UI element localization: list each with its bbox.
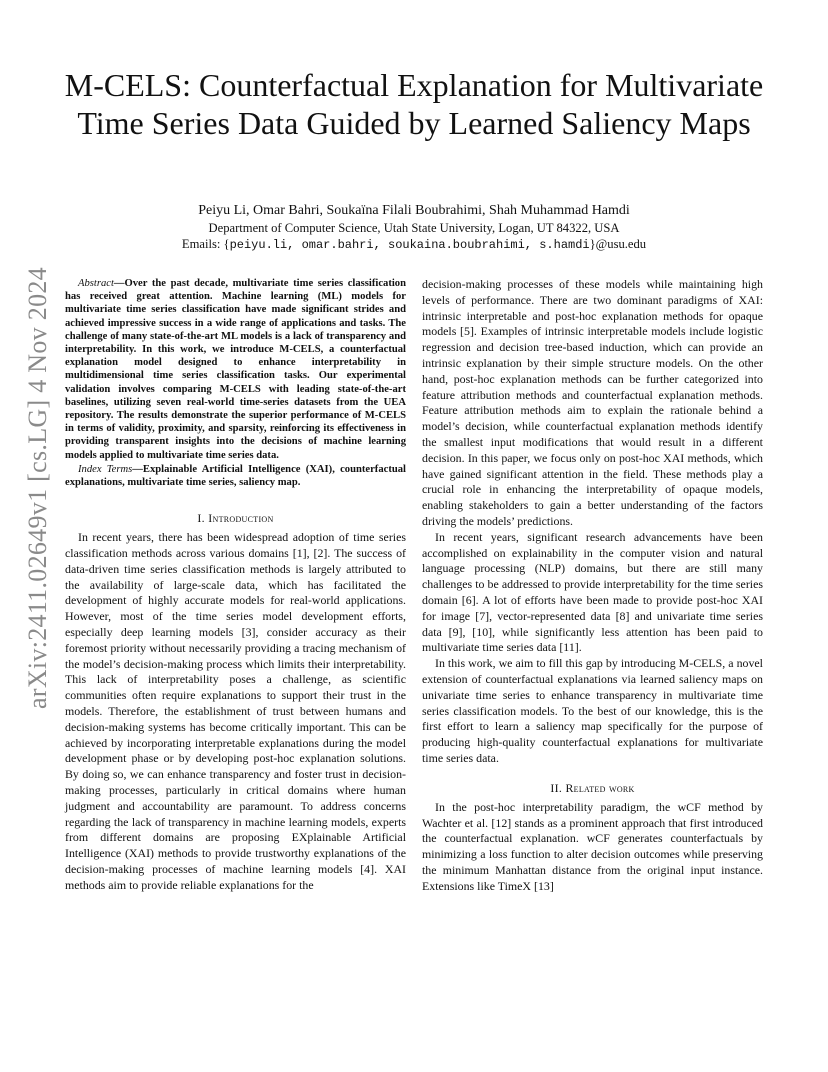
body-paragraph: In the post-hoc interpretability paradigm, the wCF method by Wachter et al. [12] stands as a prominent approach that first introduced the counterfactual explanation. wCF generates counterfactuals by minimizing a loss function to alter decision outcomes while preserving the minimum Manhattan distance from the original input instance. Extensions like TimeX [13] <box>422 799 763 893</box>
paper-title: M-CELS: Counterfactual Explanation for Multivariate Time Series Data Guided by Learned Saliency Maps <box>64 67 764 141</box>
abstract-label: Abstract <box>78 278 114 289</box>
body-paragraph: In recent years, there has been widespread adoption of time series classification methods across various domains [1], [2]. The success of data-driven time series classification methods is largely attributed to the availability of large-scale data, which has facilitated the development of highly accurate models for real-world applications. However, most of the time series model development efforts, especially deep learning models [3], consider accuracy as their foremost priority without necessarily providing a tracing mechanism of the model’s decision-making process which limits their interpretability. This lack of interpretability poses a challenge, as scientific communities often require explanations to support their trust in the models. Therefore, the establishment of trust between humans and decision-making systems has become critically important. This can be achieved by incorporating interpretable explanations during the model development phase or by developing post-hoc explanation solutions. By doing so, we can enhance transparency and foster trust in decision-making processes, particularly in critical domains where human judgment and accountability are paramount. To address concerns regarding the lack of transparency in machine learning models, experts from different domains are proposing EXplainable Artificial Intelligence (XAI) methods to provide trustworthy explanations of the decision-making processes of machine learning models [4]. XAI methods aim to provide reliable explanations for the <box>65 530 406 892</box>
section-number: I. <box>197 511 209 526</box>
arxiv-identifier-text: arXiv:2411.02649v1 [cs.LG] 4 Nov 2024 <box>23 267 52 709</box>
section-title: Related work <box>565 780 635 795</box>
emails-open-brace: { <box>223 237 230 251</box>
body-paragraph: In recent years, significant research advancements have been accomplished on explainability in the computer vision and natural language processing (NLP) domains, but there are still many challenges to be addressed to provide interpretability for the time series domain [6]. A lot of efforts have been made to provide post-hoc XAI for image [7], vector-represented data [8] and univariate time series data [9], [10], while significantly less attention has been paid to multivariate time series data [11]. <box>422 529 763 655</box>
section-heading-introduction <box>65 511 406 526</box>
index-terms <box>65 463 406 489</box>
emails-close-brace: } <box>589 237 596 251</box>
body-paragraph: In this work, we aim to fill this gap by introducing M-CELS, a novel extension of counterfactual explanations via learned saliency maps on univariate time series to enhance transparency in multivariate time series classification models. To the best of our knowledge, this is the first effort to learn a saliency map specifically for the purpose of producing high-quality counterfactual explanations for multivariate time series data. <box>422 656 763 765</box>
body-paragraph: decision-making processes of these models while maintaining high levels of performance. There are two dominant paradigms of XAI: intrinsic interpretable and post-hoc explanation methods for opaque models [5]. Examples of intrinsic interpretable models include logistic regression and decision tree-based induction, which can provide an intrinsic explanation by their simple structure models. On the other hand, post-hoc explanation methods can be further categorized into feature attribution methods and counterfactual explanation methods. Feature attribution methods aim to explain the rationale behind a model’s decision, while counterfactual explanation methods identify the smallest input modifications that would result in a different decision. In this paper, we focus only on post-hoc XAI methods, which have gained significant attention in the field. These methods play a crucial role in enhancing the interpretability of opaque models, enabling stakeholders to gain a better understanding of the factors driving the models’ predictions. <box>422 277 763 528</box>
emails-prefix: Emails: <box>181 237 224 251</box>
author-emails <box>60 236 768 254</box>
emails-list: peiyu.li, omar.bahri, soukaina.boubrahimi, s.hamdi <box>229 238 590 252</box>
affiliation: Department of Computer Science, Utah State University, Logan, UT 84322, USA <box>208 221 620 235</box>
arxiv-identifier-stamp <box>18 267 58 709</box>
right-column <box>422 277 763 894</box>
abstract-text: —Over the past decade, multivariate time series classification has received great attention. Machine learning (ML) models for multivariate time series classification have made significant strides and achieved impressive success in a wide range of applications and tasks. The challenge of many state-of-the-art ML models is a lack of transparency and interpretability. In this work, we introduce M-CELS, a counterfactual explanation model designed to enhance interpretability in multidimensional time series classification tasks. Our experimental validation involves comparing M-CELS with leading state-of-the-art baselines, utilizing seven real-world time-series datasets from the UEA repository. The results demonstrate the superior performance of M-CELS in terms of validity, proximity, and sparsity, reinforcing its effectiveness in providing transparent insights into the decisions of machine learning models applied to multivariate time series data. <box>65 278 406 461</box>
index-terms-label: Index Terms <box>78 463 133 475</box>
section-title: Introduction <box>208 511 274 526</box>
abstract <box>65 277 406 462</box>
index-terms-text: —Explainable Artificial Intelligence (XAI), counterfactual explanations, multivariate time series, saliency map. <box>65 463 406 489</box>
emails-domain: @usu.edu <box>595 237 647 251</box>
left-column <box>65 277 406 894</box>
section-heading-related-work <box>422 781 763 796</box>
author-list: Peiyu Li, Omar Bahri, Soukaïna Filali Boubrahimi, Shah Muhammad Hamdi <box>198 203 630 218</box>
section-number: II. <box>550 780 566 795</box>
